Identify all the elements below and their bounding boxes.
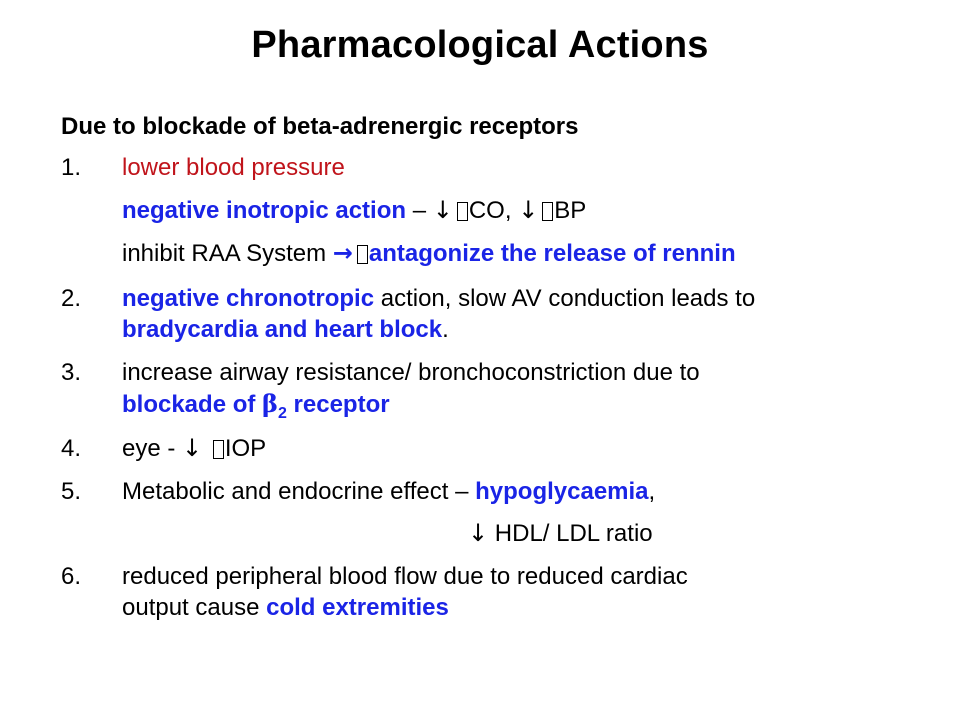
down-arrow-icon: ↓ xyxy=(518,196,539,224)
inotropic-label: negative inotropic action xyxy=(122,197,407,224)
item-number-1: 1. xyxy=(61,154,82,181)
sub-line-inotropic xyxy=(122,195,902,226)
missing-glyph-icon xyxy=(357,245,368,264)
item-text-5 xyxy=(122,476,902,507)
missing-glyph-icon xyxy=(213,440,224,459)
item-number-2: 2. xyxy=(61,285,82,312)
rennin-label: antagonize the release of rennin xyxy=(368,240,736,267)
item-text-5-a: Metabolic and endocrine effect – xyxy=(122,478,476,505)
item-text-3-a: increase airway resistance/ bronchoconstriction due to xyxy=(122,359,700,386)
right-arrow-icon: → xyxy=(332,239,353,267)
bradycardia-label: bradycardia and heart block xyxy=(122,316,443,343)
iop-label: IOP xyxy=(224,435,267,462)
cold-extremities-label: cold extremities xyxy=(266,594,449,621)
beta-symbol: β xyxy=(262,389,278,418)
item-number-3: 3. xyxy=(61,359,82,386)
comma: , xyxy=(648,478,656,505)
beta-subscript: 2 xyxy=(277,404,287,422)
sub-line-raa xyxy=(122,238,902,269)
item-text-6-a: reduced peripheral blood flow due to reduced cardiac xyxy=(122,563,688,590)
subheading: Due to blockade of beta-adrenergic receptors xyxy=(61,113,579,140)
raa-label: inhibit RAA System xyxy=(122,240,333,267)
hypoglycaemia-label: hypoglycaemia xyxy=(475,478,649,505)
bp-label: BP xyxy=(554,197,587,224)
item-number-5: 5. xyxy=(61,478,82,505)
item-number-4: 4. xyxy=(61,435,82,462)
blockade-label: blockade of xyxy=(122,391,263,418)
down-arrow-icon: ↓ xyxy=(468,519,489,547)
item-text-6 xyxy=(122,561,902,623)
item-text-2 xyxy=(122,283,902,345)
slide-title: Pharmacological Actions xyxy=(251,24,709,66)
co-label: CO, xyxy=(468,197,519,224)
hdl-ldl-label: HDL/ LDL ratio xyxy=(494,520,653,547)
chronotropic-label: negative chronotropic xyxy=(122,285,375,312)
down-arrow-icon: ↓ xyxy=(182,434,203,462)
period: . xyxy=(442,316,449,343)
receptor-label: receptor xyxy=(286,391,390,418)
hdl-ldl-line xyxy=(468,518,653,549)
item-text-2-rest: action, slow AV conduction leads to xyxy=(374,285,756,312)
dash: – xyxy=(406,197,433,224)
item-text-1: lower blood pressure xyxy=(122,154,345,181)
item-text-3 xyxy=(122,357,902,429)
item-text-6-b: output cause xyxy=(122,594,267,621)
item-number-6: 6. xyxy=(61,563,82,590)
missing-glyph-icon xyxy=(542,202,553,221)
eye-label: eye - xyxy=(122,435,183,462)
down-arrow-icon: ↓ xyxy=(432,196,453,224)
missing-glyph-icon xyxy=(457,202,468,221)
item-text-4 xyxy=(122,433,902,464)
